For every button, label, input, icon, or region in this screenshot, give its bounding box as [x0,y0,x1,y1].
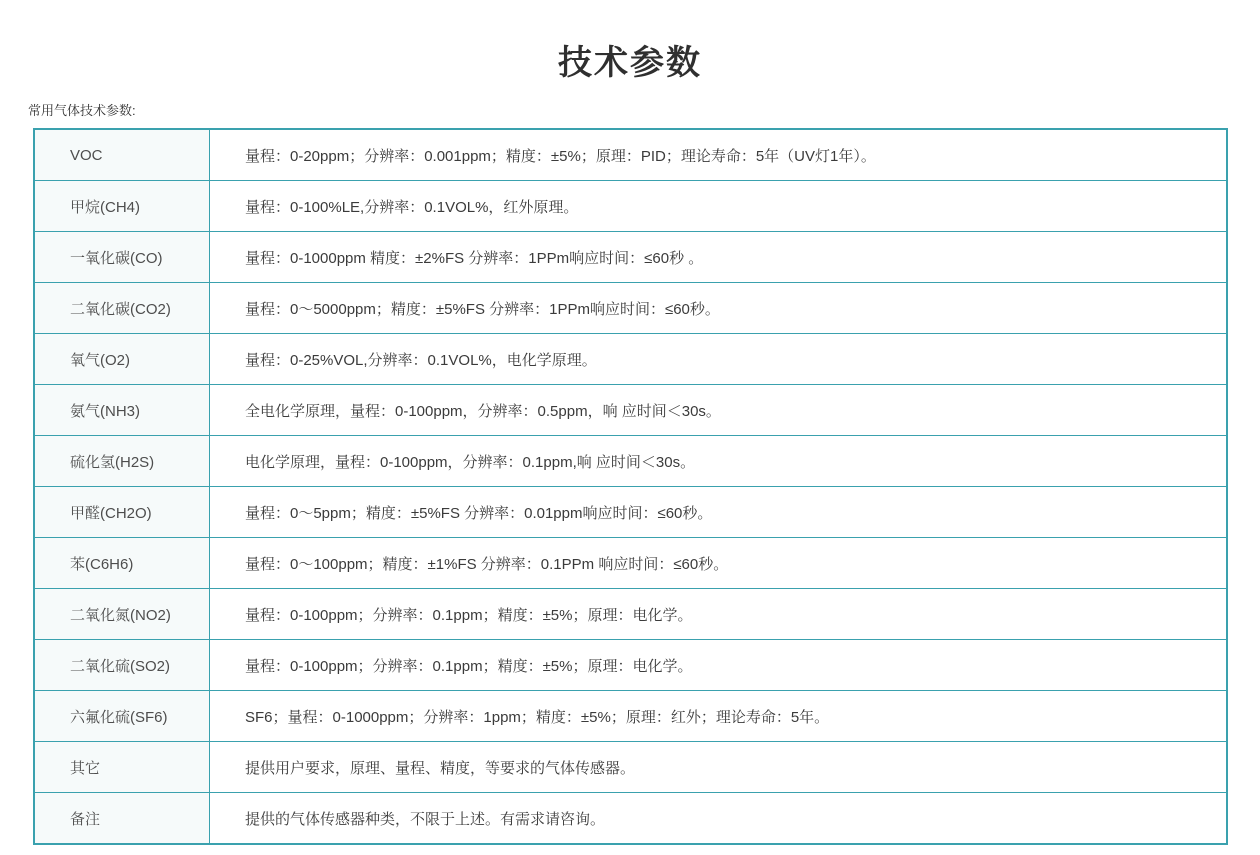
table-row [35,333,1226,384]
table-row [35,639,1226,690]
gas-spec-cell: 量程：0-100%LE,分辨率：0.1VOL%，红外原理。 [245,198,579,216]
gas-name-cell: 氧气(O2) [35,334,210,384]
table-row [35,231,1226,282]
page-title: 技术参数 [558,44,702,82]
gas-name-cell: 二氧化氮(NO2) [35,589,210,639]
gas-name-cell: 其它 [35,742,210,792]
gas-name-cell: 氨气(NH3) [35,385,210,435]
gas-name-cell: 二氧化碳(CO2) [35,283,210,333]
gas-spec-cell: 提供的气体传感器种类，不限于上述。有需求请咨询。 [245,810,606,828]
gas-spec-cell: 电化学原理，量程：0-100ppm，分辨率：0.1ppm,响 应时间＜30s。 [245,453,696,471]
gas-name-cell: 甲烷(CH4) [35,181,210,231]
gas-spec-cell: 量程：0-100ppm；分辨率：0.1ppm；精度：±5%；原理：电化学。 [245,657,693,675]
gas-name-cell: 一氧化碳(CO) [35,232,210,282]
gas-name-cell: VOC [35,130,210,180]
table-row [35,282,1226,333]
gas-spec-cell: 量程：0-1000ppm 精度：±2%FS 分辨率：1PPm响应时间：≤60秒 。 [245,249,704,267]
gas-name-cell: 苯(C6H6) [35,538,210,588]
table-row [35,690,1226,741]
gas-spec-cell: 量程：0-100ppm；分辨率：0.1ppm；精度：±5%；原理：电化学。 [245,606,693,624]
table-row [35,792,1226,843]
table-row [35,180,1226,231]
table-caption: 常用气体技术参数: [28,103,136,118]
gas-name-cell: 二氧化硫(SO2) [35,640,210,690]
gas-name-cell: 甲醛(CH2O) [35,487,210,537]
gas-spec-cell: 全电化学原理，量程：0-100ppm，分辨率：0.5ppm，响 应时间＜30s。 [245,402,721,420]
gas-name-cell: 备注 [35,793,210,843]
gas-spec-cell: 量程：0～5ppm；精度：±5%FS 分辨率：0.01ppm响应时间：≤60秒。 [245,504,713,522]
gas-name-cell: 硫化氢(H2S) [35,436,210,486]
table-row [35,130,1226,180]
gas-name-cell: 六氟化硫(SF6) [35,691,210,741]
gas-spec-cell: 量程：0-20ppm；分辨率：0.001ppm；精度：±5%；原理：PID；理论寿命：5年（UV灯1年）。 [245,147,876,165]
table-row [35,435,1226,486]
gas-spec-cell: 量程：0～5000ppm；精度：±5%FS 分辨率：1PPm响应时间：≤60秒。 [245,300,720,318]
table-row [35,588,1226,639]
gas-parameters-table [33,128,1228,845]
table-row [35,537,1226,588]
gas-spec-cell: 量程：0-25%VOL,分辨率：0.1VOL%，电化学原理。 [245,351,597,369]
gas-spec-cell: 量程：0～100ppm；精度：±1%FS 分辨率：0.1PPm 响应时间：≤60秒。 [245,555,729,573]
gas-spec-cell: SF6；量程：0-1000ppm；分辨率：1ppm；精度：±5%；原理：红外；理论寿命：5年。 [245,708,830,726]
table-row [35,384,1226,435]
table-row [35,486,1226,537]
gas-spec-cell: 提供用户要求，原理、量程、精度，等要求的气体传感器。 [245,759,636,777]
table-row [35,741,1226,792]
